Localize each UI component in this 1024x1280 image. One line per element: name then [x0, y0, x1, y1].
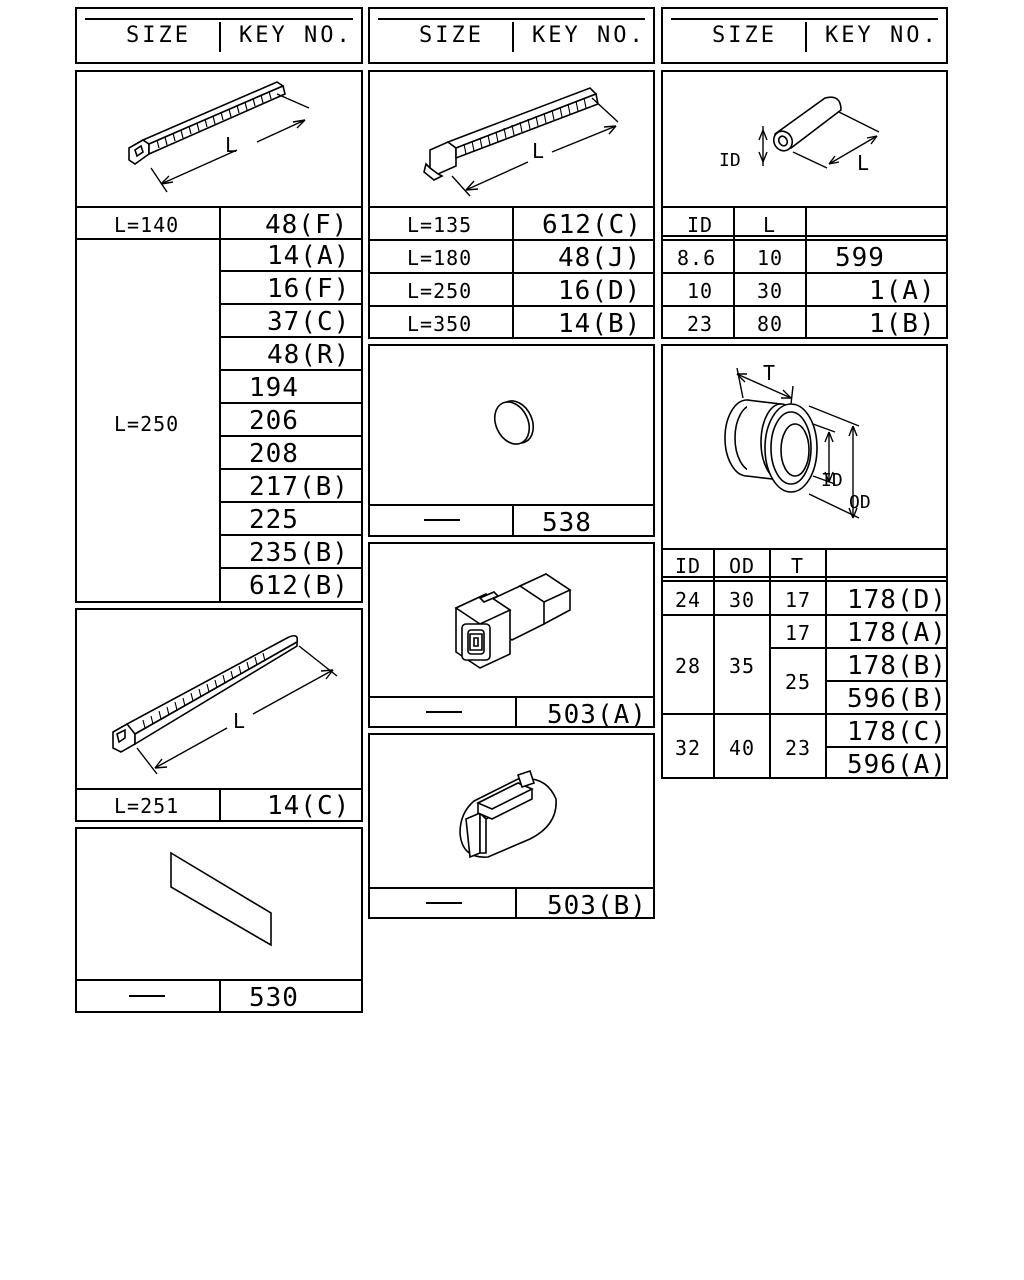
key-cell: 538: [542, 508, 592, 538]
col-divider: [512, 504, 514, 535]
od-cell: 35: [729, 654, 756, 678]
col-divider: [769, 548, 771, 777]
header-rule: [378, 18, 645, 20]
id-cell: 32: [675, 736, 702, 760]
size-cell: L=251: [114, 794, 180, 818]
key-cell: 612(C): [542, 210, 642, 240]
disc-panel: [368, 344, 655, 537]
cable-tie-c-drawing: [370, 72, 653, 206]
key-cell: 206: [249, 406, 299, 436]
connector-a-panel: [368, 542, 655, 728]
cable-tie-a-panel: [75, 70, 363, 603]
connector-a-drawing: [370, 544, 653, 696]
key-cell: 178(D): [847, 585, 947, 615]
size-cell: L=250: [407, 279, 473, 303]
key-cell: 503(A): [547, 700, 647, 730]
key-cell: 1(A): [869, 276, 936, 306]
key-cell: 16(D): [558, 276, 642, 306]
size-cell: L=140: [114, 213, 180, 237]
dimension-l-label: L: [532, 139, 545, 163]
key-cell: 48(J): [558, 243, 642, 273]
col-divider: [515, 887, 517, 917]
key-cell: 235(B): [249, 538, 349, 568]
key-cell: 217(B): [249, 472, 349, 502]
size-dash: [129, 995, 165, 997]
tube-l-label: L: [857, 151, 870, 175]
size-dash: [424, 519, 460, 521]
l-cell: 30: [757, 279, 784, 303]
header-key-label: KEY NO.: [239, 23, 353, 48]
od-cell: 30: [729, 588, 756, 612]
key-cell: 16(F): [267, 274, 351, 304]
grommet-drawing: [663, 346, 946, 550]
col-head-id: ID: [675, 554, 702, 578]
l-cell: 80: [757, 312, 784, 336]
key-cell: 225: [249, 505, 299, 535]
key-cell: 208: [249, 439, 299, 469]
key-cell: 596(B): [847, 684, 947, 714]
col-divider: [825, 548, 827, 777]
key-cell: 178(B): [847, 651, 947, 681]
tube-id-label: ID: [719, 150, 741, 171]
col-head-t: T: [791, 554, 805, 578]
key-cell: 48(F): [265, 210, 349, 240]
key-cell: 612(B): [249, 571, 349, 601]
header-rule: [85, 18, 353, 20]
l-cell: 10: [757, 246, 784, 270]
row-divider: [663, 548, 946, 550]
grommet-panel: [661, 344, 948, 779]
tape-drawing: [77, 829, 361, 979]
t-cell: 17: [785, 588, 812, 612]
key-cell: 37(C): [267, 307, 351, 337]
key-cell: 14(A): [267, 241, 351, 271]
key-cell: 1(B): [869, 309, 936, 339]
key-cell: 596(A): [847, 750, 947, 780]
header-col1: [75, 7, 363, 64]
size-cell: L=350: [407, 312, 473, 336]
t-cell: 23: [785, 736, 812, 760]
id-cell: 24: [675, 588, 702, 612]
key-cell: 599: [835, 243, 885, 273]
size-cell: L=135: [407, 213, 473, 237]
col-head-l: L: [763, 213, 777, 237]
t-cell: 25: [785, 670, 812, 694]
grommet-id-label: ID: [821, 470, 843, 491]
row-divider-double: [663, 576, 946, 578]
header-divider: [219, 22, 221, 52]
key-cell: 530: [249, 983, 299, 1013]
header-col3: [661, 7, 948, 64]
size-dash: [426, 711, 462, 713]
header-rule: [671, 18, 938, 20]
col-divider: [733, 206, 735, 337]
tube-panel: [661, 70, 948, 339]
row-divider-double: [663, 580, 946, 582]
grommet-t-label: T: [763, 361, 776, 385]
header-divider: [512, 22, 514, 52]
size-dash: [426, 902, 462, 904]
id-cell: 23: [687, 312, 714, 336]
size-cell-group: L=250: [114, 412, 180, 436]
cable-tie-c-panel: [368, 70, 655, 339]
header-key-label: KEY NO.: [532, 23, 646, 48]
header-size-label: SIZE: [126, 23, 191, 48]
header-size-label: SIZE: [712, 23, 777, 48]
header-divider: [805, 22, 807, 52]
col-head-od: OD: [729, 554, 756, 578]
dimension-l-label: L: [225, 133, 238, 157]
grommet-od-label: OD: [849, 492, 871, 513]
key-cell: 178(C): [847, 717, 947, 747]
cable-tie-b-panel: [75, 608, 363, 822]
col-divider: [805, 206, 807, 337]
t-cell: 17: [785, 621, 812, 645]
key-cell: 14(C): [267, 791, 351, 821]
key-cell: 194: [249, 373, 299, 403]
key-cell: 503(B): [547, 891, 647, 921]
row-divider: [370, 887, 653, 889]
header-key-label: KEY NO.: [825, 23, 939, 48]
size-cell: L=180: [407, 246, 473, 270]
connector-b-drawing: [370, 735, 653, 887]
cable-tie-b-drawing: [77, 610, 361, 788]
col-divider: [713, 548, 715, 777]
id-cell: 28: [675, 654, 702, 678]
dimension-l-label: L: [233, 709, 246, 733]
row-divider: [370, 696, 653, 698]
id-cell: 10: [687, 279, 714, 303]
col-divider: [219, 788, 221, 820]
col-divider: [512, 206, 514, 337]
key-cell: 178(A): [847, 618, 947, 648]
cable-tie-a-drawing: [77, 72, 361, 206]
header-col2: [368, 7, 655, 64]
col-divider: [219, 979, 221, 1011]
tape-panel: [75, 827, 363, 1013]
header-size-label: SIZE: [419, 23, 484, 48]
col-head-id: ID: [687, 213, 714, 237]
id-cell: 8.6: [677, 246, 717, 270]
tube-drawing: [663, 72, 946, 206]
key-cell: 48(R): [267, 340, 351, 370]
key-cell: 14(B): [558, 309, 642, 339]
connector-b-panel: [368, 733, 655, 919]
col-divider: [515, 696, 517, 726]
od-cell: 40: [729, 736, 756, 760]
disc-drawing: [370, 346, 653, 504]
